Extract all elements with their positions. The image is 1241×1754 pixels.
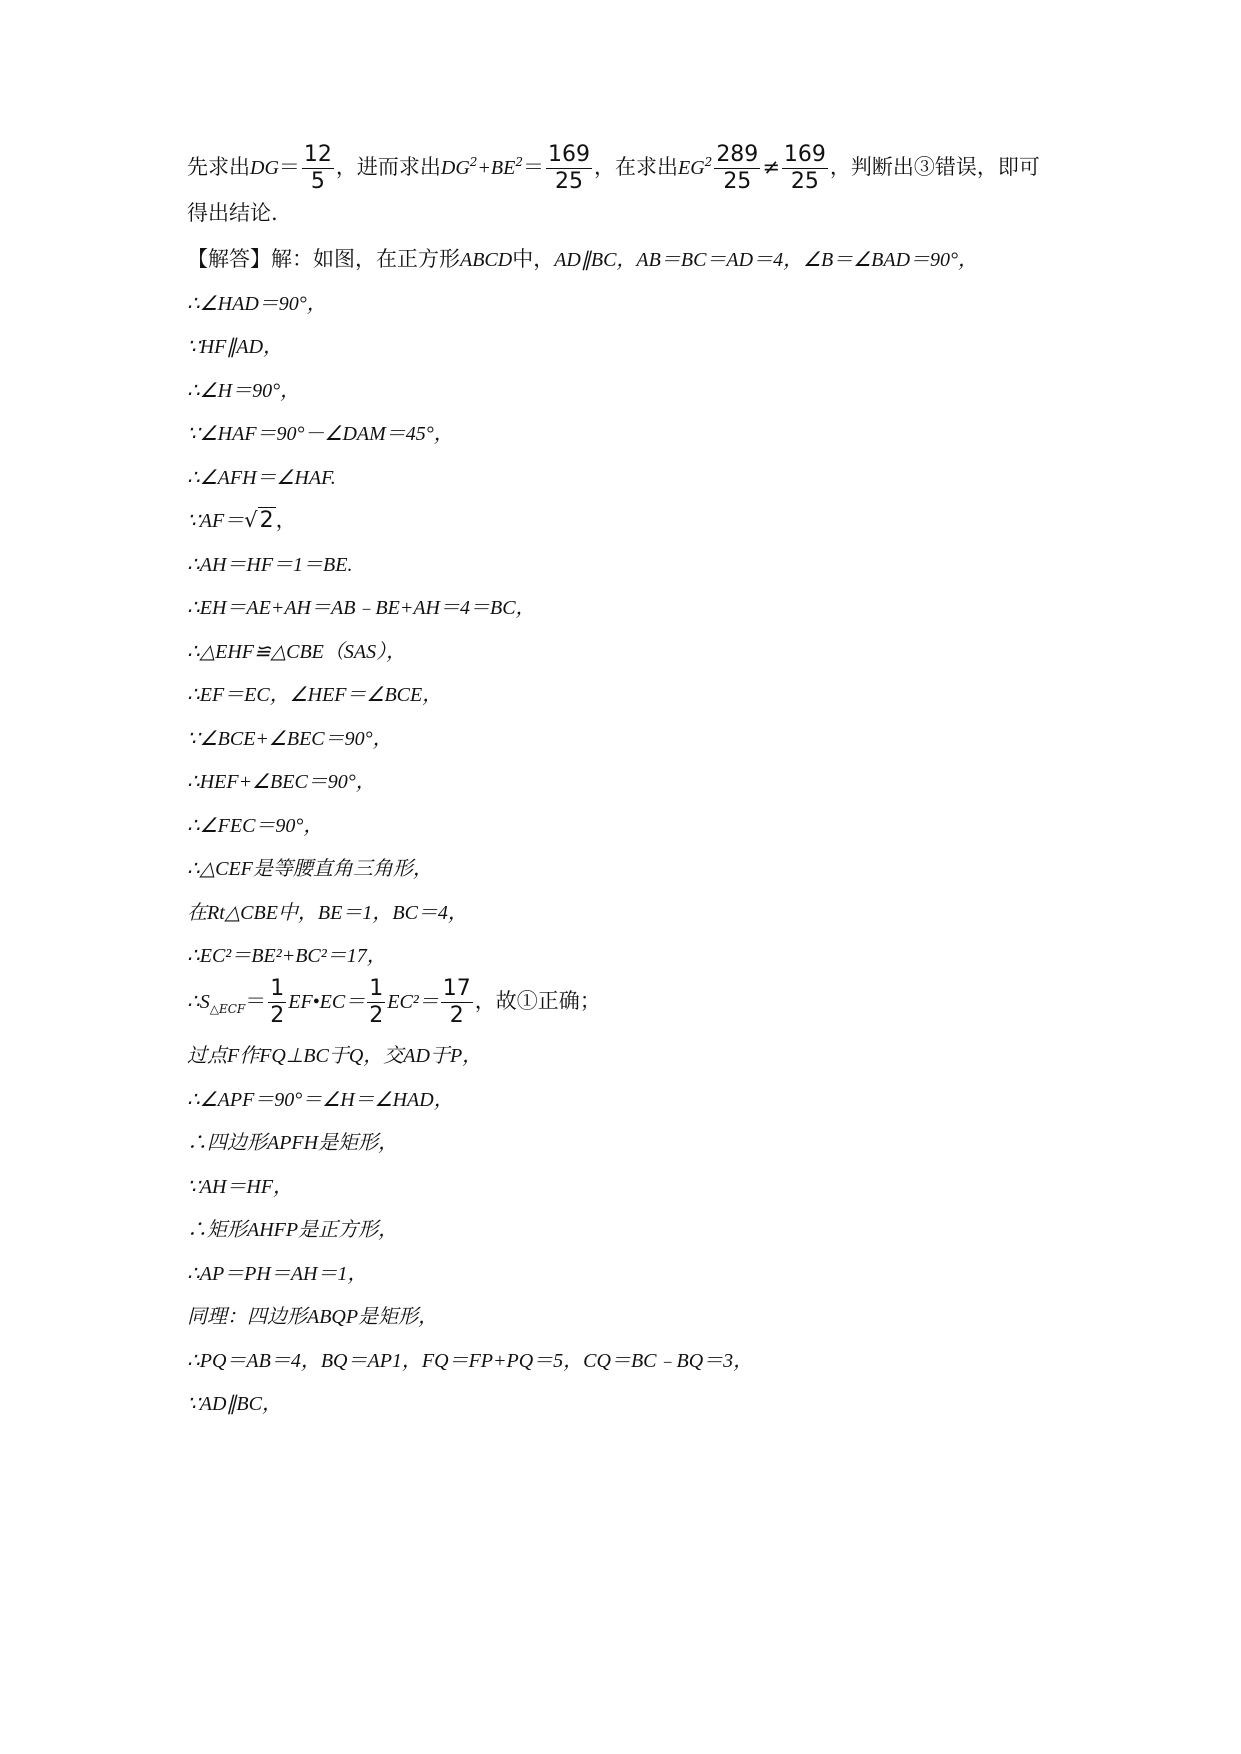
math-expression: ∴四边形APFH是矩形， [187, 1132, 399, 1154]
line-5 [187, 331, 283, 362]
line-25 [187, 1214, 398, 1245]
fraction-denominator: 2 [441, 1002, 473, 1029]
line-15 [187, 766, 376, 797]
math-expression: ∵∠HAF＝90°－∠DAM＝45°， [187, 423, 454, 445]
fraction-denominator: 2 [270, 1003, 285, 1028]
math-expression: AD∥BC，AB＝BC＝AD＝4，∠B＝∠BAD＝90°， [554, 249, 979, 271]
line-16 [187, 810, 323, 841]
fraction-169-25-b [782, 142, 828, 195]
line-23 [187, 1127, 398, 1158]
line-7 [187, 418, 454, 449]
line-22 [187, 1084, 454, 1115]
math-expression: ∴HEF+∠BEC＝90°， [187, 771, 376, 793]
math-expression: ∴∠FEC＝90°， [187, 815, 324, 837]
math-expression: ∵AD∥BC， [187, 1393, 282, 1415]
fraction-denominator: 2 [369, 1003, 384, 1028]
line-24 [187, 1171, 293, 1202]
var-eg: EG [678, 157, 705, 179]
math-expression: ∵HF∥AD， [187, 336, 284, 358]
fraction-1-2-b [367, 976, 385, 1029]
math-expression: ∴∠AFH＝∠HAF. [187, 467, 336, 489]
line-conclusion: 得出结论. [187, 201, 278, 225]
math-expression: ∵∠BCE+∠BEC＝90°， [187, 728, 393, 750]
math-expression: ∵AF＝ [187, 510, 245, 532]
line-28 [187, 1345, 753, 1376]
fraction-numerator: 12 [303, 142, 332, 167]
line-17 [187, 853, 433, 884]
var-dg: DG [250, 157, 279, 179]
text-segment: ，故①正确； [474, 989, 601, 1013]
text-segment: ，判断出③错误，即可 [829, 155, 1040, 179]
square-root: √2 [244, 508, 274, 533]
math-expression: ∴△EHF≌△CBE（SAS）， [187, 641, 407, 663]
fraction-12-5 [302, 142, 334, 195]
text-segment: ，在求出 [594, 155, 678, 179]
var-be: +BE [477, 157, 516, 179]
math-expression: ∴EC²＝BE²+BC²＝17， [187, 945, 387, 967]
text-segment: ， [275, 508, 297, 532]
math-expression: EF•EC＝ [288, 991, 366, 1013]
line-intro [187, 142, 1040, 195]
fraction-numerator: 1 [270, 976, 285, 1001]
line-21 [187, 1040, 482, 1071]
fraction-numerator: 1 [369, 976, 384, 1001]
var-abcd: ABCD [460, 249, 513, 271]
fraction-17-2 [441, 976, 473, 1029]
math-expression: ∴EF＝EC，∠HEF＝∠BCE， [187, 684, 443, 706]
fraction-denominator: 25 [782, 168, 828, 195]
line-12 [187, 636, 406, 667]
text-segment: 【解答】解：如图，在正方形 [187, 247, 460, 271]
line-4 [187, 288, 327, 319]
fraction-denominator: 5 [302, 168, 334, 195]
var-s: ∴S [187, 991, 210, 1013]
line-14 [187, 723, 393, 754]
math-expression: ∴∠APF＝90°＝∠H＝∠HAD， [187, 1089, 454, 1111]
var-dg: DG [440, 157, 470, 179]
fraction-numerator: 169 [548, 142, 590, 167]
line-9 [187, 505, 297, 536]
text-segment: ＝ [523, 155, 544, 179]
math-expression: 过点F作FQ⊥BC于Q，交AD于P， [187, 1045, 483, 1067]
line-19 [187, 940, 387, 971]
math-expression: ∴∠H＝90°， [187, 380, 301, 402]
line-6 [187, 375, 300, 406]
math-expression: ∴EH＝AE+AH＝AB﹣BE+AH＝4＝BC， [187, 597, 536, 619]
fraction-denominator: 25 [714, 168, 760, 195]
line-27 [187, 1301, 438, 1332]
math-expression: 同理：四边形ABQP是矩形， [187, 1306, 439, 1328]
line-10 [187, 549, 352, 580]
fraction-1-2 [268, 976, 286, 1029]
line-26 [187, 1258, 367, 1289]
text-segment: 先求出 [187, 155, 250, 179]
fraction-numerator: 17 [442, 976, 471, 1001]
text-segment: ＝ [245, 989, 267, 1013]
math-expression: ∴AH＝HF＝1＝BE. [187, 554, 353, 576]
fraction-169-25 [546, 142, 592, 195]
math-expression: ∴∠HAD＝90°， [187, 293, 327, 315]
line-13 [187, 679, 442, 710]
radicand: 2 [259, 508, 274, 533]
fraction-289-25 [714, 142, 760, 195]
fraction-numerator: 169 [783, 142, 826, 167]
superscript: 2 [469, 155, 478, 169]
superscript: 2 [704, 155, 713, 169]
subscript: △ECF [209, 1002, 246, 1017]
math-expression: ∴PQ＝AB＝4，BQ＝AP1，FQ＝FP+PQ＝5，CQ＝BC﹣BQ＝3， [187, 1350, 754, 1372]
line-20-area [187, 976, 601, 1029]
math-expression: ∴AP＝PH＝AH＝1， [187, 1263, 368, 1285]
math-expression: 在Rt△CBE中，BE＝1，BC＝4， [187, 902, 468, 924]
math-expression: ∴△CEF是等腰直角三角形， [187, 858, 433, 880]
math-expression: ∴矩形AHFP是正方形， [187, 1219, 399, 1241]
math-expression: ∵AH＝HF， [187, 1176, 294, 1198]
line-29 [187, 1388, 282, 1419]
math-expression: EC²＝ [387, 991, 439, 1013]
text-segment: ，进而求出 [335, 155, 441, 179]
text-segment: 中， [512, 247, 555, 271]
line-8 [187, 462, 336, 493]
superscript: 2 [515, 155, 523, 169]
not-equal-sign: ≠ [762, 155, 780, 179]
line-solution-start [187, 244, 978, 275]
text-segment: ＝ [278, 155, 300, 179]
line-18 [187, 897, 468, 928]
fraction-denominator: 25 [546, 168, 592, 195]
fraction-numerator: 289 [716, 142, 759, 167]
line-11 [187, 592, 536, 623]
